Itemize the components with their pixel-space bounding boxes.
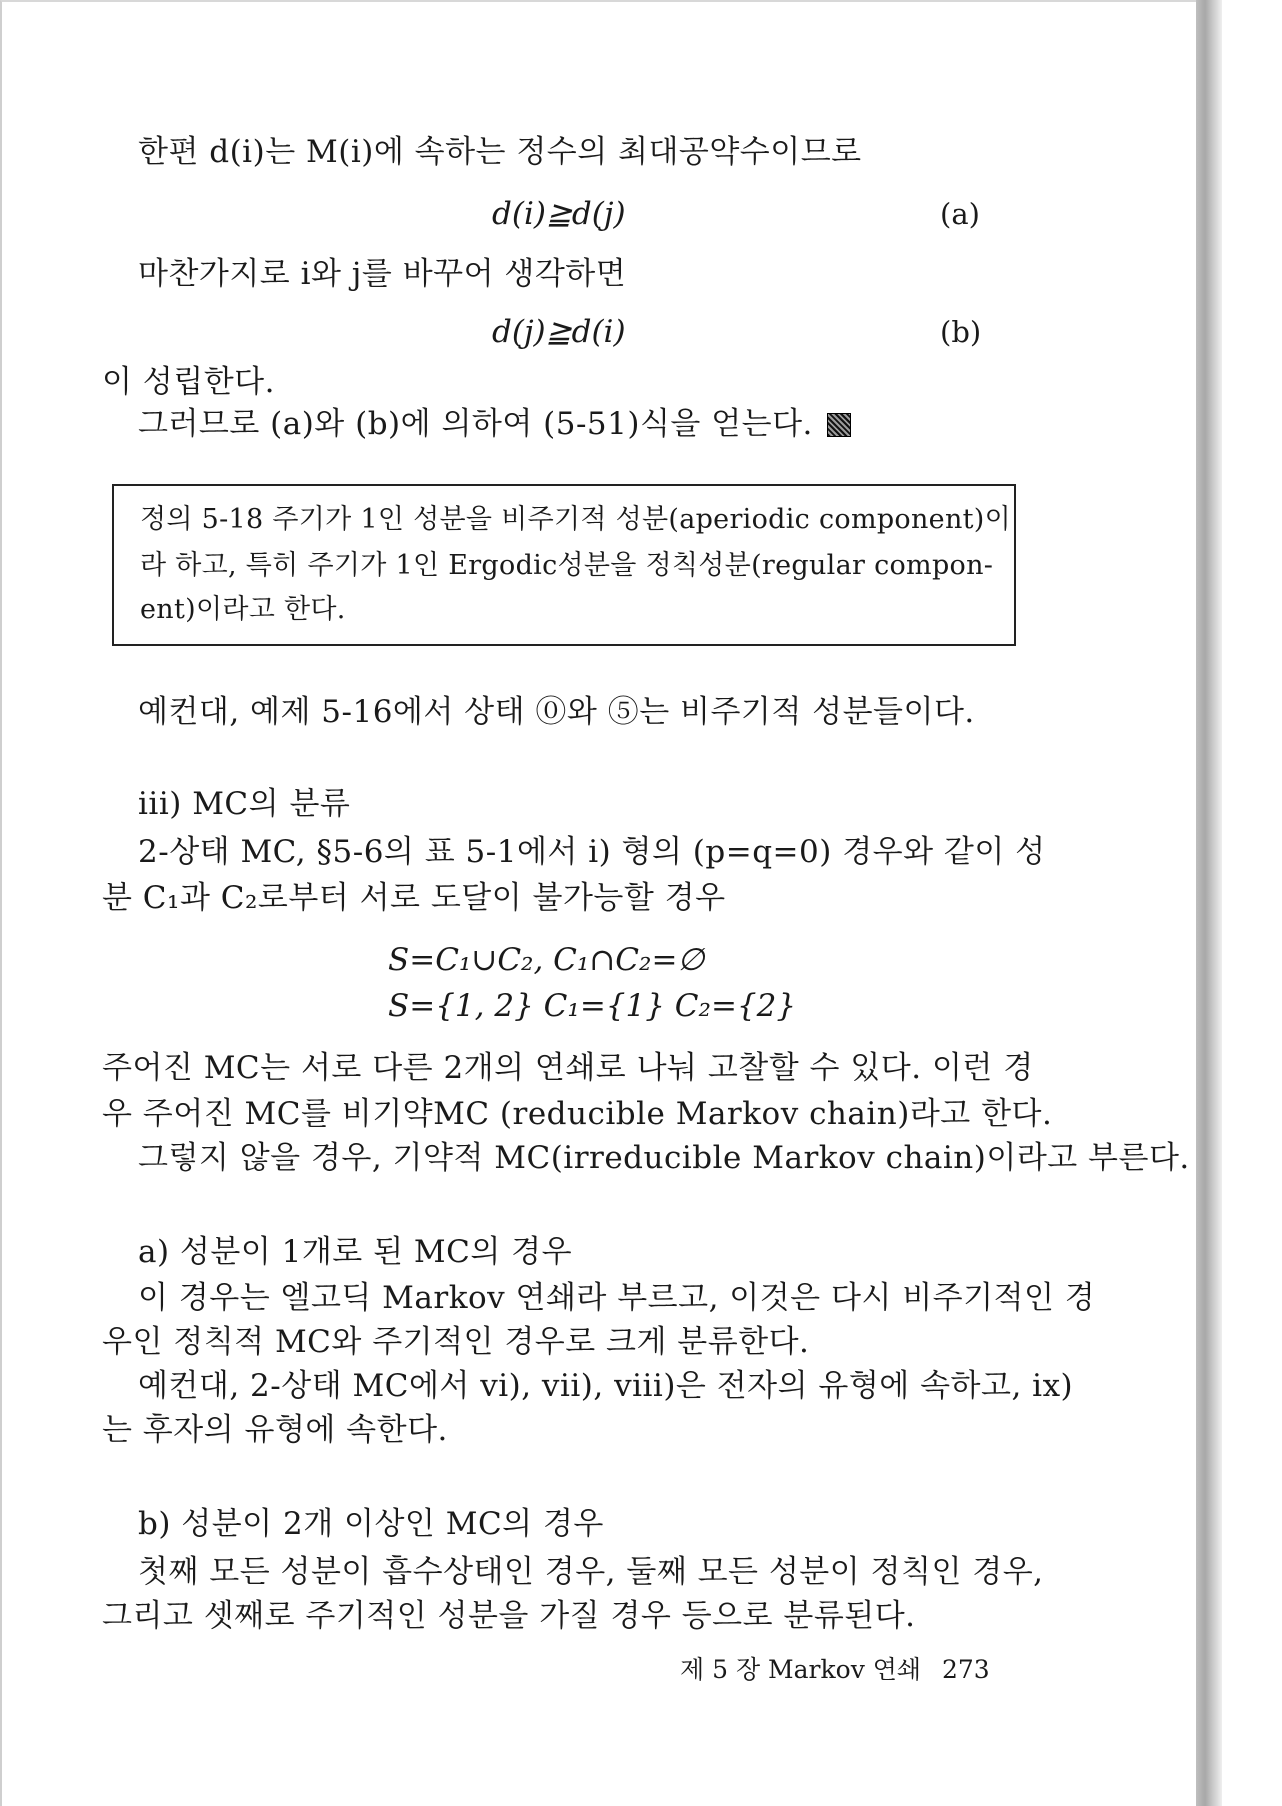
equation-d: S={1, 2} C₁={1} C₂={2} xyxy=(388,988,797,1024)
equation-a-label: (a) xyxy=(940,197,980,231)
qed-symbol xyxy=(827,413,851,437)
section-heading: b) 성분이 2개 이상인 MC의 경우 xyxy=(138,1506,604,1542)
text-line: 우 주어진 MC를 비기약MC (reducible Markov chain)라고 한다. xyxy=(102,1096,1053,1132)
equation-a: d(i)≧d(j) xyxy=(492,196,626,232)
definition-bottom-rule xyxy=(112,644,1016,646)
page-number: 273 xyxy=(942,1655,990,1684)
text-line: 예컨대, 예제 5-16에서 상태 ⓪와 ⑤는 비주기적 성분들이다. xyxy=(138,694,975,730)
text-line: 한편 d(i)는 M(i)에 속하는 정수의 최대공약수이므로 xyxy=(138,134,862,170)
section-heading: iii) MC의 분류 xyxy=(138,786,351,822)
text-line: 예컨대, 2-상태 MC에서 vi), vii), viii)은 전자의 유형에 속하고, ix) xyxy=(138,1368,1074,1404)
text-line xyxy=(138,404,851,444)
definition-line: 정의 5-18 주기가 1인 성분을 비주기적 성분(aperiodic component)이 xyxy=(140,504,1012,535)
section-heading: a) 성분이 1개로 된 MC의 경우 xyxy=(138,1234,573,1270)
text-line: 2-상태 MC, §5-6의 표 5-1에서 i) 형의 (p=q=0) 경우와 같이 성 xyxy=(138,834,1046,870)
text-line: 우인 정칙적 MC와 주기적인 경우로 크게 분류한다. xyxy=(102,1324,810,1360)
text-line: 그렇지 않을 경우, 기약적 MC(irreducible Markov chain)이라고 부른다. xyxy=(138,1140,1190,1176)
text-line: 주어진 MC는 서로 다른 2개의 연쇄로 나눠 고찰할 수 있다. 이런 경 xyxy=(102,1050,1034,1086)
text-line: 마찬가지로 i와 j를 바꾸어 생각하면 xyxy=(138,256,627,292)
text-line: 첫째 모든 성분이 흡수상태인 경우, 둘째 모든 성분이 정칙인 경우, xyxy=(138,1554,1044,1590)
page-margin xyxy=(1222,0,1282,1806)
text-line: 는 후자의 유형에 속한다. xyxy=(102,1412,448,1448)
running-footer: 제 5 장 Markov 연쇄 xyxy=(680,1655,922,1684)
page-edge xyxy=(1196,0,1222,1806)
text-line: 분 C₁과 C₂로부터 서로 도달이 불가능할 경우 xyxy=(102,880,726,916)
text-line: 이 경우는 엘고딕 Markov 연쇄라 부르고, 이것은 다시 비주기적인 경 xyxy=(138,1280,1096,1316)
definition-line: 라 하고, 특히 주기가 1인 Ergodic성분을 정칙성분(regular compon- xyxy=(140,550,994,581)
definition-line: ent)이라고 한다. xyxy=(140,594,346,625)
text-span: 그러므로 (a)와 (b)에 의하여 (5-51)식을 얻는다. xyxy=(138,406,813,442)
equation-b: d(j)≧d(i) xyxy=(492,314,626,350)
text-line: 이 성립한다. xyxy=(102,364,275,400)
equation-b-label: (b) xyxy=(940,315,982,349)
text-line: 그리고 셋째로 주기적인 성분을 가질 경우 등으로 분류된다. xyxy=(102,1598,916,1634)
equation-c: S=C₁∪C₂, C₁∩C₂=∅ xyxy=(388,942,705,978)
